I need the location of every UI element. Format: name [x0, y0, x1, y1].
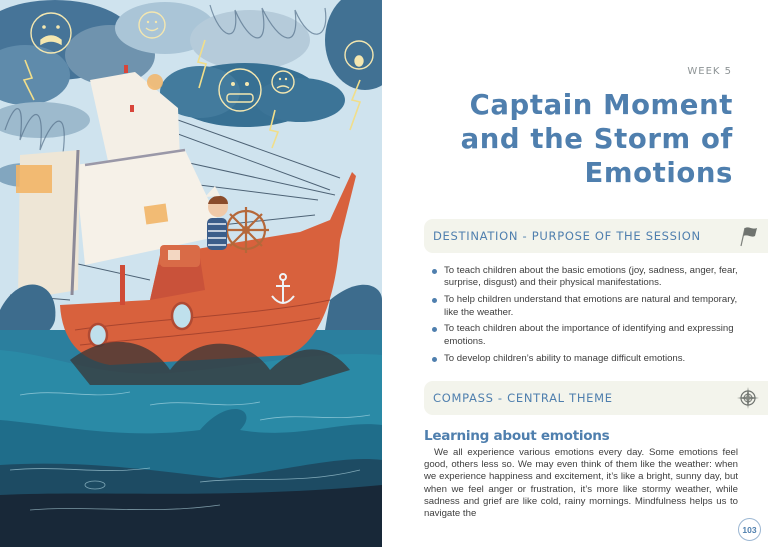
title-line-3: Emotions [584, 157, 733, 189]
goal-text: To teach children about the basic emotions (joy, sadness, anger, fear, surprise, disgust) and their physical manifestations. [444, 265, 738, 289]
bullet-icon [432, 269, 437, 274]
title-line-2: and the Storm of [460, 123, 733, 155]
session-goals-list [432, 265, 738, 369]
bullet-icon [432, 357, 437, 362]
goal-item [432, 323, 738, 348]
lesson-page [382, 0, 768, 547]
goal-item [432, 353, 738, 365]
destination-section-header [424, 219, 768, 253]
title-line-1: Captain Moment [469, 89, 733, 121]
body-paragraph: We all experience various emotions every day. Some emotions feel good, others less so. We may even think of them like the weather: when we experience happiness and excitement, it’s like a bright, sunny day, but when we feel anger or frustration, it’s more like stormy weather, while sadness and grief are like cold, rainy mornings. Mindfulness helps us to navigate the [424, 447, 738, 520]
compass-section-header [424, 381, 768, 415]
section-subheading: Learning about emotions [424, 428, 610, 444]
storm-ship-illustration [0, 0, 382, 547]
goal-text: To teach children about the importance of identifying and expressing emotions. [444, 323, 734, 347]
goal-item [432, 265, 738, 290]
bullet-icon [432, 327, 437, 332]
week-label: WEEK 5 [687, 66, 732, 77]
goal-item [432, 294, 738, 319]
compass-section-title: COMPASS - CENTRAL THEME [433, 391, 613, 405]
sea [0, 342, 382, 547]
goal-text: To help children understand that emotions are natural and temporary, like the weather. [444, 294, 738, 318]
bullet-icon [432, 298, 437, 303]
compass-rose-icon [736, 386, 760, 410]
page-number: 103 [738, 518, 761, 541]
destination-section-title: DESTINATION - PURPOSE OF THE SESSION [433, 229, 701, 243]
page-title [413, 88, 733, 190]
illustration-artwork [0, 0, 382, 547]
goal-text: To develop children’s ability to manage difficult emotions. [444, 352, 686, 364]
flag-icon [736, 224, 760, 248]
